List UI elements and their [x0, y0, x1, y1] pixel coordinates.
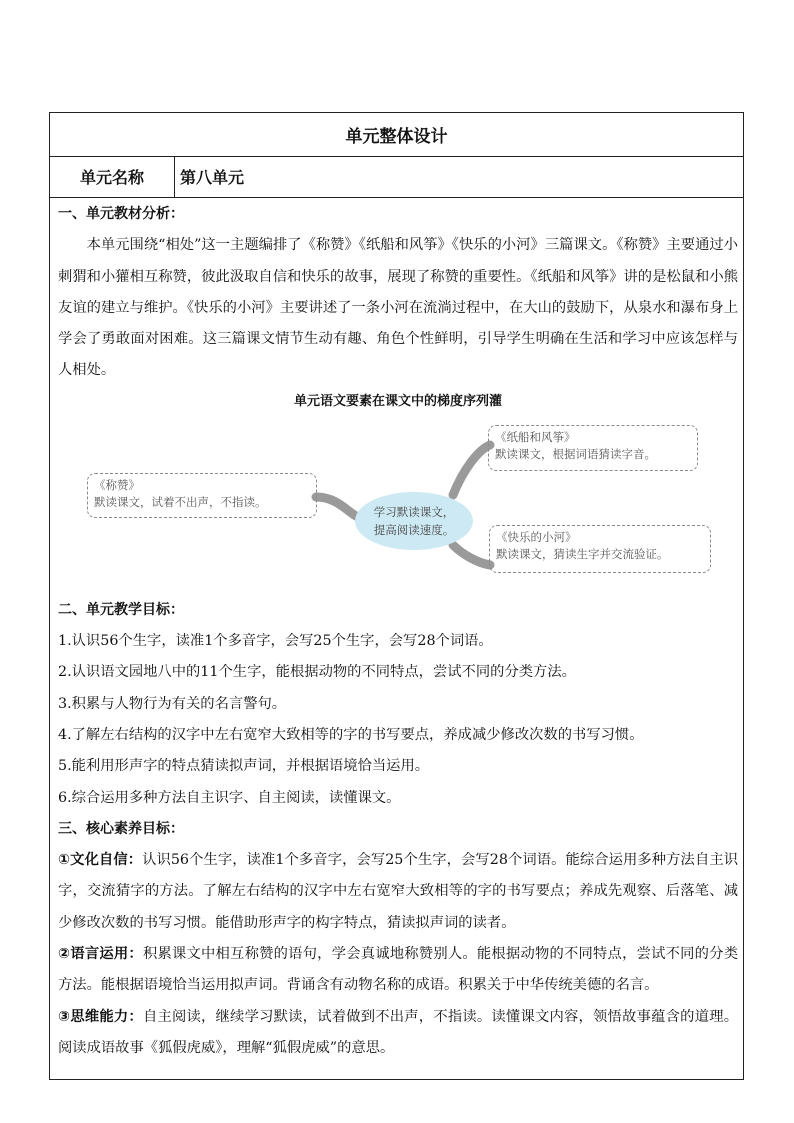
unit-name-row	[50, 156, 743, 198]
core-text: 积累课文中相互称赞的语句，学会真诚地称赞别人。能根据动物的不同特点，尝试不同的分类方法。能根据语境恰当运用拟声词。背诵含有动物名称的成语。积累关于中华传统美德的名言。	[58, 946, 739, 994]
goal-item: 6.综合运用多种方法自主识字、自主阅读，读懂课文。	[58, 789, 401, 806]
core-item-culture	[58, 845, 738, 939]
branch-top-right	[453, 445, 490, 495]
node-kuailexiaohe: 《快乐的小河》 默读课文，猜读生字并交流验证。	[489, 525, 711, 573]
unit-name-value: 第八单元	[180, 168, 245, 187]
core-label: ②语言运用：	[58, 946, 143, 963]
core-label: ①文化自信：	[58, 852, 143, 869]
branch-bottom-right	[453, 545, 490, 565]
section1-heading: 一、单元教材分析：	[58, 206, 184, 222]
core-text: 自主阅读，继续学习默读，试着做到不出声，不指读。读懂课文内容，领悟故事蕴含的道理。阅读成语故事《狐假虎威》，理解“狐假虎威”的意思。	[58, 1008, 739, 1056]
core-item-thinking	[58, 1002, 738, 1065]
goal-item: 1.认识56个生字，读准1个多音字，会写25个生字，会写28个词语。	[58, 633, 493, 650]
goal-item: 5.能利用形声字的特点猜读拟声词，并根据语境恰当运用。	[58, 758, 430, 775]
center-node: 学习默读课文， 提高阅读速度。	[355, 492, 473, 550]
table-title: 单元整体设计	[50, 113, 743, 157]
section3-heading: 三、核心素养目标：	[58, 820, 184, 837]
mindmap-title: 单元语文要素在课文中的梯度序列灌	[293, 393, 502, 409]
node-chengzan: 《称赞》 默读课文，试着不出声，不指读。	[87, 473, 317, 518]
unit-design-table	[49, 112, 744, 1080]
goal-item: 3.积累与人物行为有关的名言警句。	[58, 695, 287, 712]
content-cell	[58, 199, 738, 1064]
node-zhichuan: 《纸船和风筝》 默读课文，根据词语猜读字音。	[488, 425, 698, 471]
mindmap	[58, 415, 738, 595]
goal-item: 2.认识语文园地八中的11个生字，能根据动物的不同特点，尝试不同的分类方法。	[58, 664, 576, 681]
core-item-language	[58, 939, 738, 1002]
branch-left	[316, 497, 358, 517]
section1-paragraph: 本单元围绕“相处”这一主题编排了《称赞》《纸船和风筝》《快乐的小河》三篇课文。《称赞》主要通过小刺猬和小獾相互称赞，彼此汲取自信和快乐的故事，展现了称赞的重要性。《纸船和风筝》讲的是松鼠和小熊友谊的建立与维护。《快乐的小河》主要讲述了一条小河在流淌过程中，在大山的鼓励下，从泉水和瀑布身上学会了勇敢面对困难。这三篇课文情节生动有趣、角色个性鲜明，引导学生明确在生活和学习中应该怎样与人相处。	[58, 237, 738, 379]
core-text: 认识56个生字，读准1个多音字，会写25个生字，会写28个词语。能综合运用多种方法自主识字，交流猜字的方法。了解左右结构的汉字中左右宽窄大致相等的字的书写要点；养成先观察、后落笔、减少修改次数的书写习惯。能借助形声字的构字特点，猜读拟声词的读者。	[58, 852, 738, 931]
goal-item: 4.了解左右结构的汉字中左右宽窄大致相等的字的书写要点，养成减少修改次数的书写习惯。	[58, 726, 644, 743]
unit-name-label: 单元名称	[50, 156, 175, 197]
core-label: ③思维能力：	[58, 1008, 143, 1025]
section2-heading: 二、单元教学目标：	[58, 601, 184, 618]
